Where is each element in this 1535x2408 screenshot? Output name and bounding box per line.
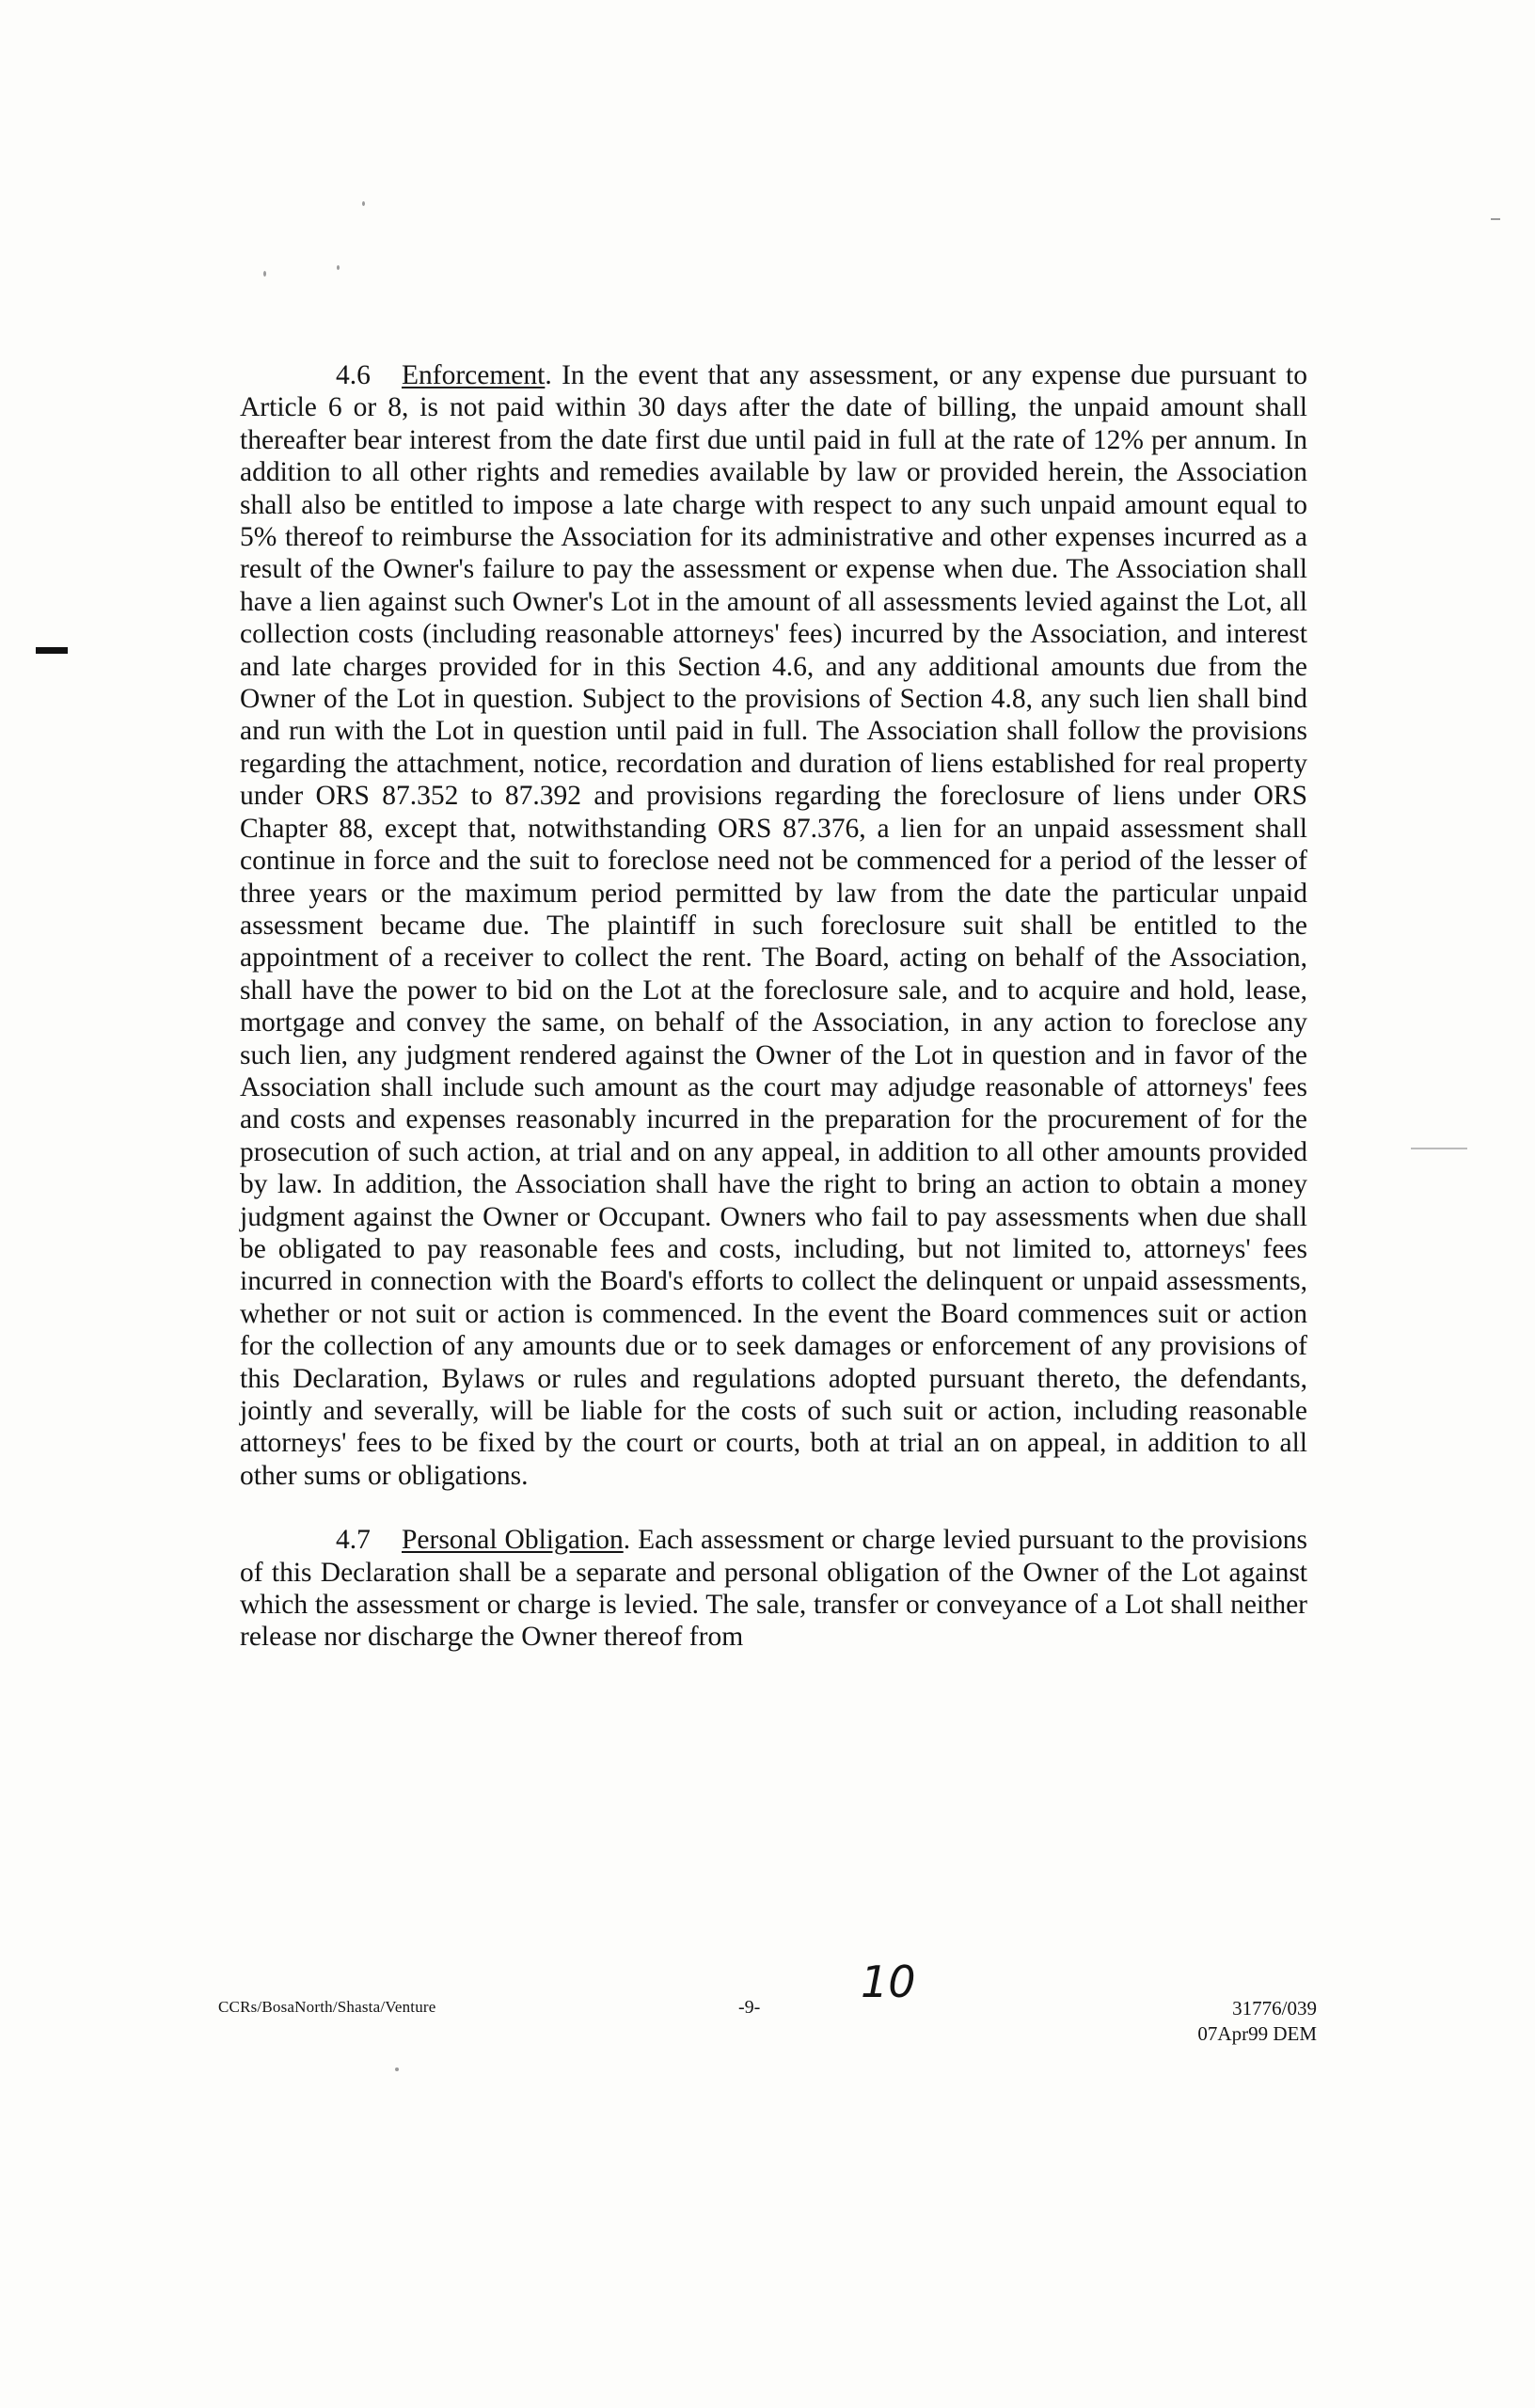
footer-file-ref: 31776/039 <box>1232 1997 1317 2020</box>
section-heading: Enforcement <box>402 360 546 390</box>
footer-reference <box>1143 1996 1317 2047</box>
footer-document-id: CCRs/BosaNorth/Shasta/Venture <box>218 1998 436 2016</box>
section-text: . In the event that any assessment, or any expense due pursuant to Article 6 or 8, is not paid within 30 days after the date of billing, the unpaid amount shall thereafter bear interest from the date first due until paid in full at the rate of 12% per annum. In addition to all other rights and remedies available by law or provided herein, the Association shall also be entitled to impose a late charge with respect to any such unpaid amount equal to 5% thereof to reimburse the Association for its administrative and other expenses incurred as a result of the Owner's failure to pay the assessment or expense when due. The Association shall have a lien against such Owner's Lot in the amount of all assessments levied against the Lot, all collection costs (including reasonable attorneys' fees) incurred by the Association, and interest and late charges provided for in this Section 4.6, and any additional amounts due from the Owner of the Lot in question. Subject to the provisions of Section 4.8, any such lien shall bind and run with the Lot in question until paid in full. The Association shall follow the provisions regarding the attachment, notice, recordation and duration of liens established for real property under ORS 87.352 to 87.392 and provisions regarding the foreclosure of liens under ORS Chapter 88, except that, notwithstanding ORS 87.376, a lien for an unpaid assessment shall continue in force and the suit to foreclose need not be commenced for a period of the lesser of three years or the maximum period permitted by law from the date the particular unpaid assessment became due. The plaintiff in such foreclosure suit shall be entitled to the appointment of a receiver to collect the rent. The Board, acting on behalf of the Association, shall have the power to bid on the Lot at the foreclosure sale, and to acquire and hold, lease, mortgage and convey the same, on behalf of the Association, in any action to foreclose any such lien, any judgment rendered against the Owner of the Lot in question and in favor of the Association shall include such amount as the court may adjudge reasonable of attorneys' fees and costs and expenses reasonably incurred in the preparation for the procurement of for the prosecution of such action, at trial and on any appeal, in addition to all other amounts provided by law. In addition, the Association shall have the right to bring an action to obtain a money judgment against the Owner or Occupant. Owners who fail to pay assessments when due shall be obligated to pay reasonable fees and costs, including, but not limited to, attorneys' fees incurred in connection with the Board's efforts to collect the delinquent or unpaid assessments, whether or not suit or action is commenced. In the event the Board commences suit or action for the collection of any amounts due or to seek damages or enforcement of any provisions of this Declaration, Bylaws or rules and regulations adopted pursuant thereto, the defendants, jointly and severally, will be liable for the costs of such suit or action, including reasonable attorneys' fees to be fixed by the court or courts, both at trial an on appeal, in addition to all other sums or obligations. <box>240 360 1307 1491</box>
section-4-7 <box>240 1524 1307 1654</box>
scan-speck <box>362 201 365 206</box>
scan-speck <box>263 271 266 277</box>
section-4-6 <box>240 359 1307 1492</box>
margin-mark <box>36 647 68 654</box>
footer-page-number: -9- <box>738 1997 761 2018</box>
handwritten-page-number: 10 <box>861 1956 916 2007</box>
document-body <box>240 359 1307 1654</box>
section-text: . Each assessment or charge levied pursuant to the provisions of this Declaration shall be a separate and personal obligation of the Owner of the Lot against which the assessment or charge is levied. The sale, transfer or conveyance of a Lot shall neither release nor discharge the Owner thereof from <box>240 1525 1307 1653</box>
scan-speck <box>1411 1148 1467 1149</box>
scan-speck <box>1491 218 1500 220</box>
footer-date-ref: 07Apr99 DEM <box>1197 2022 1317 2045</box>
section-number: 4.6 <box>336 360 371 390</box>
scan-speck <box>395 2067 399 2071</box>
section-number: 4.7 <box>336 1525 371 1556</box>
scan-speck <box>337 265 340 270</box>
section-heading: Personal Obligation <box>402 1525 624 1556</box>
